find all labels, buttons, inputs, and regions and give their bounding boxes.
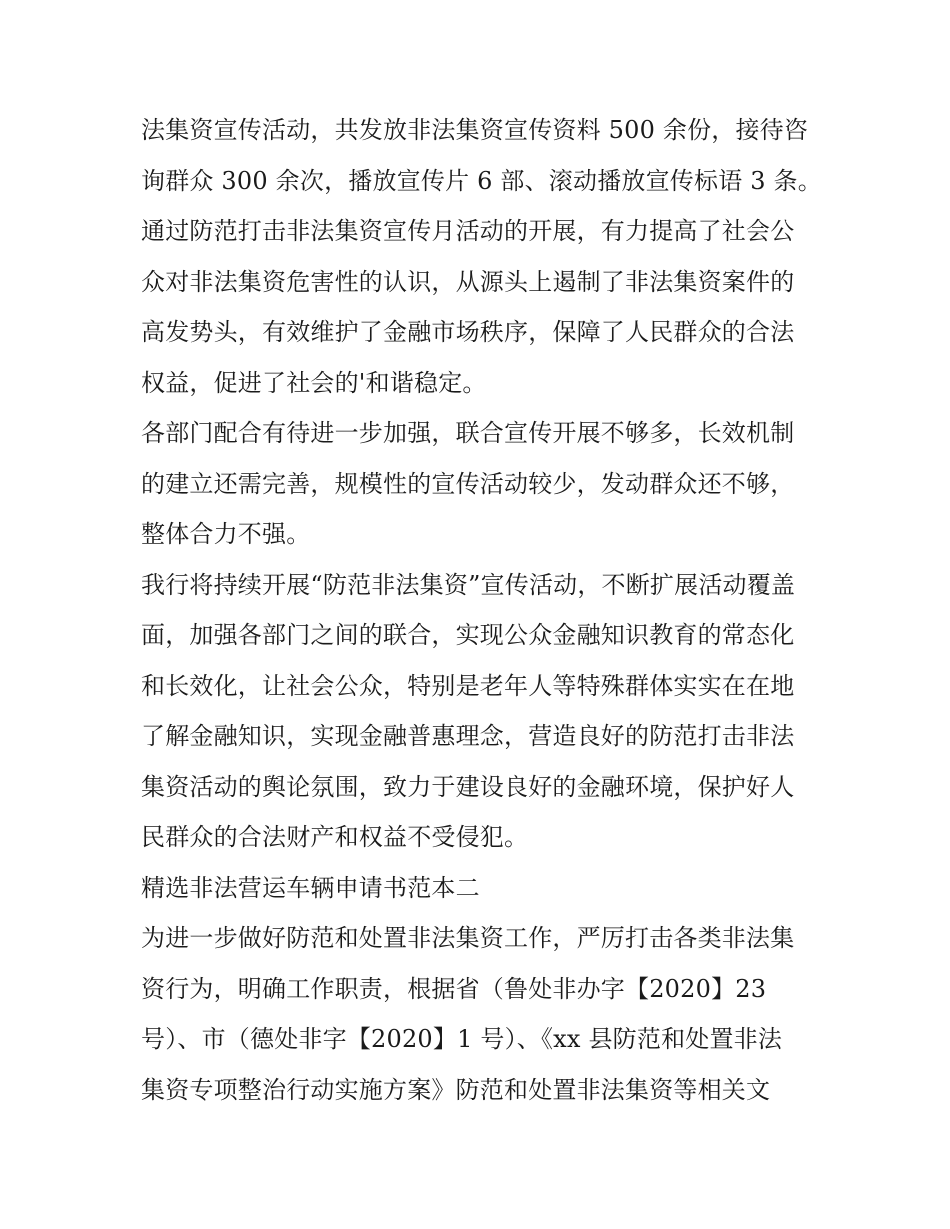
text-line: 整体合力不强。	[141, 520, 311, 548]
text-line: 通过防范打击非法集资宣传月活动的开展，有力提高了社会公	[141, 217, 795, 245]
text-line: 号）、市（德处非字【2020】1 号）、《xx 县防范和处置非法	[141, 1025, 783, 1053]
text-line: 各部门配合有待进一步加强，联合宣传开展不够多，长效机制	[141, 419, 795, 447]
text-line: 资行为，明确工作职责，根据省（鲁处非办字【2020】23	[141, 974, 767, 1003]
document-body	[141, 105, 822, 1115]
text-line: 高发势头，有效维护了金融市场秩序，保障了人民群众的合法	[141, 318, 795, 346]
text-line: 询群众 300 余次，播放宣传片 6 部、滚动播放宣传标语 3 条。	[141, 166, 822, 195]
text-line: 权益，促进了社会的'和谐稳定。	[141, 368, 487, 397]
text-line: 法集资宣传活动，共发放非法集资宣传资料 500 余份，接待咨	[141, 116, 809, 144]
text-line: 民群众的合法财产和权益不受侵犯。	[141, 823, 529, 851]
text-line: 我行将持续开展“防范非法集资”宣传活动，不断扩展活动覆盖	[141, 570, 796, 599]
section-heading: 精选非法营运车辆申请书范本二	[141, 873, 480, 902]
text-line: 众对非法集资危害性的认识，从源头上遏制了非法集资案件的	[141, 267, 795, 296]
text-line: 和长效化，让社会公众，特别是老年人等特殊群体实实在在地	[141, 671, 795, 700]
text-line: 为进一步做好防范和处置非法集资工作，严厉打击各类非法集	[141, 924, 795, 952]
text-line: 面，加强各部门之间的联合，实现公众金融知识教育的常态化	[141, 621, 795, 649]
text-line: 集资活动的舆论氛围，致力于建设良好的金融环境，保护好人	[141, 772, 795, 801]
text-line: 的建立还需完善，规模性的宣传活动较少，发动群众还不够，	[141, 469, 795, 498]
text-line: 了解金融知识，实现金融普惠理念，营造良好的防范打击非法	[141, 722, 795, 750]
text-line: 集资专项整治行动实施方案》防范和处置非法集资等相关文	[141, 1075, 771, 1104]
